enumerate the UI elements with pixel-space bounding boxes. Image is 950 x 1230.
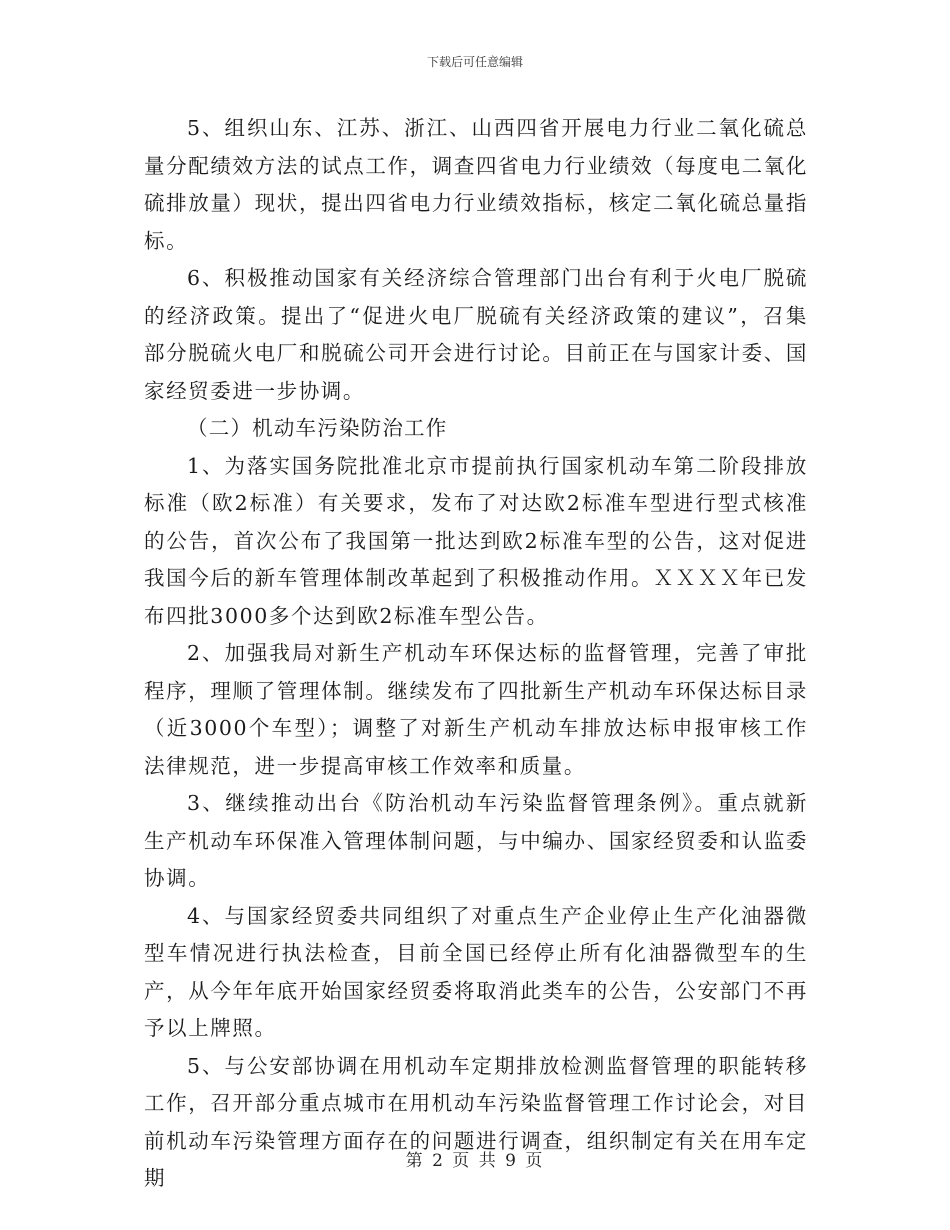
paragraph-new-vehicle-supervision: 2、加强我局对新生产机动车环保达标的监督管理，完善了审批程序，理顺了管理体制。继续发布了四批新生产机动车环保达标目录（近3000个车型）；调整了对新生产机动车排放达标申报审核工作法律规范，进一步提高审核工作效率和质量。	[144, 641, 808, 778]
paragraph-in-use-vehicle-testing: 5、与公安部协调在用机动车定期排放检测监督管理的职能转移工作，召开部分重点城市在用机动车污染监督管理工作讨论会，对目前机动车污染管理方面存在的问题进行调查，组织制定有关在用车定期	[144, 1053, 808, 1190]
paragraph-carburetor-inspection: 4、与国家经贸委共同组织了对重点生产企业停止生产化油器微型车情况进行执法检查，目前全国已经停止所有化油器微型车的生产，从今年年底开始国家经贸委将取消此类车的公告，公安部门不再予以上牌照。	[144, 903, 808, 1040]
paragraph-euro2-standard: 1、为落实国务院批准北京市提前执行国家机动车第二阶段排放标准（欧2标准）有关要求，发布了对达欧2标准车型进行型式核准的公告，首次公布了我国第一批达到欧2标准车型的公告，这对促进我国今后的新车管理体制改革起到了积极推动作用。ＸＸＸＸ年已发布四批3000多个达到欧2标准车型公告。	[144, 453, 808, 628]
page-number-footer: 第 2 页 共 9 页	[405, 1151, 545, 1171]
document-body	[144, 110, 808, 1198]
paragraph-desulfurization-policy: 6、积极推动国家有关经济综合管理部门出台有利于火电厂脱硫的经济政策。提出了“促进火电厂脱硫有关经济政策的建议”，召集部分脱硫火电厂和脱硫公司开会进行讨论。目前正在与国家计委、国家经贸委进一步协调。	[144, 266, 808, 403]
section-heading-vehicle-pollution: （二）机动车污染防治工作	[187, 416, 448, 440]
paragraph-sulfur-dioxide-pilot: 5、组织山东、江苏、浙江、山西四省开展电力行业二氧化硫总量分配绩效方法的试点工作，调查四省电力行业绩效（每度电二氧化硫排放量）现状，提出四省电力行业绩效指标，核定二氧化硫总量指标。	[144, 116, 808, 253]
paragraph-regulation-drafting: 3、继续推动出台《防治机动车污染监督管理条例》。重点就新生产机动车环保准入管理体制问题，与中编办、国家经贸委和认监委协调。	[144, 791, 808, 890]
page-header: 下载后可任意编辑	[426, 55, 523, 69]
